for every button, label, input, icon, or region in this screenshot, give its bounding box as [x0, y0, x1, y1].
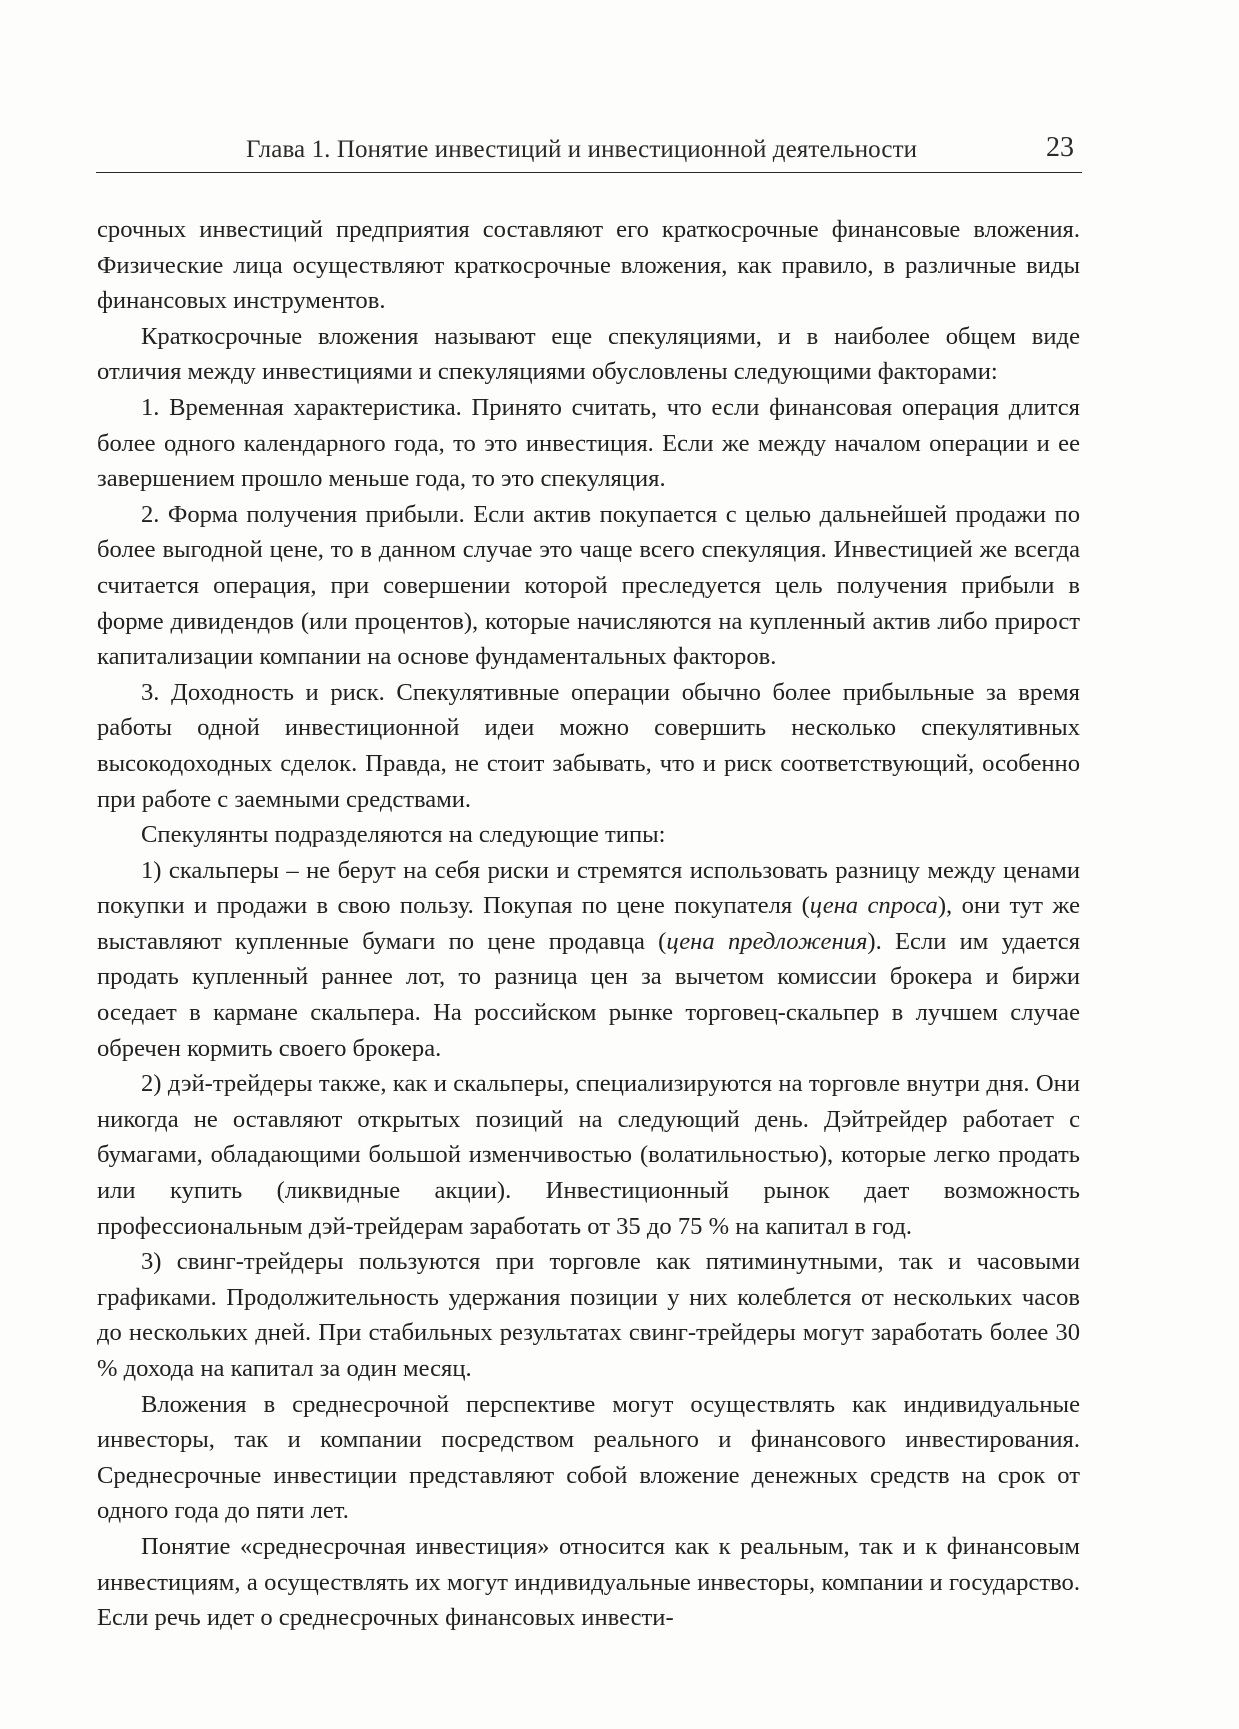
running-header	[96, 132, 1082, 173]
scalpers-text-1: 1) скальперы – не берут на себя риски и стремятся использовать разницу между ценами покупки и продажи в свою пользу. Покупая по цене покупателя (	[97, 856, 1080, 920]
page-number: 23	[1046, 132, 1074, 163]
scalpers-text-2: ), они тут же выставляют купленные бумаги по цене продавца (	[97, 892, 1080, 955]
scalpers-text-3: ). Если им удается продать купленный раннее лот, то разница цен за вычетом комиссии брокера и биржи оседает в кармане скальпера. На российском рынке торговец-скальпер в лучшем случае обречен кормить своего брокера.	[97, 927, 1081, 1062]
term-bid-price: цена спроса	[809, 892, 938, 920]
paragraph-speculator-types: Спекулянты подразделяются на следующие типы:	[141, 821, 666, 849]
paragraph-swing-traders: 3) свинг-трейдеры пользуются при торговле как пятиминутными, так и часовыми графиками. Продолжительность удержания позиции у них колеблется от нескольких часов до нескольких дней. При стабильных результатах свинг-трейдеры могут заработать более 30 % дохода на капитал за один месяц.	[97, 1248, 1080, 1382]
paragraph-medium-term: Вложения в среднесрочной перспективе могут осуществлять как индивидуальные инвесторы, так и компании посредством реального и финансового инвестирования. Среднесрочные инвестиции представляют собой вложение денежных средств на срок от одного года до пяти лет.	[97, 1390, 1080, 1525]
chapter-title: Глава 1. Понятие инвестиций и инвестиционной деятельности	[246, 136, 918, 163]
paragraph-medium-term-concept: Понятие «среднесрочная инвестиция» относится как к реальным, так и к финансовым инвестициям, а осуществлять их могут индивидуальные инвесторы, компании и государство. Если речь идет о среднесрочных финансовых инвести-	[97, 1532, 1080, 1632]
paragraph-scalpers	[97, 853, 1080, 1067]
paragraph-day-traders: 2) дэй-трейдеры также, как и скальперы, специализируются на торговле внутри дня. Они никогда не оставляют открытых позиций на следующий день. Дэйтрейдер работает с бумагами, обладающими большой изменчивостью (волатильностью), которые легко продать или купить (ликвидные акции). Инвестиционный рынок дает возможность профессиональным дэй-трейдерам заработать от 35 до 75 % на капитал в год.	[97, 1070, 1080, 1240]
paragraph-factor-profit: 2. Форма получения прибыли. Если актив покупается с целью дальнейшей продажи по более выгодной цене, то в данном случае это чаще всего спекуляция. Инвестицией же всегда считается операция, при совершении которой преследуется цель получения прибыли в форме дивидендов (или процентов), которые начисляются на купленный актив либо прирост капитализации компании на основе фундаментальных факторов.	[97, 500, 1080, 671]
body-text	[97, 212, 1080, 1636]
paragraph-continuation: срочных инвестиций предприятия составляют его краткосрочные финансовые вложения. Физические лица осуществляют краткосрочные вложения, как правило, в различные виды финансовых инструментов.	[97, 216, 1080, 315]
paragraph-factor-risk: 3. Доходность и риск. Спекулятивные операции обычно более прибыльные за время работы одной инвестиционной идеи можно совершить несколько спекулятивных высокодоходных сделок. Правда, не стоит забывать, что и риск соответствующий, особенно при работе с заемными средствами.	[97, 678, 1080, 813]
term-ask-price: цена предложения	[666, 927, 868, 955]
paragraph-speculation-intro: Краткосрочные вложения называют еще спекуляциями, и в наиболее общем виде отличия между инвестициями и спекуляциями обусловлены следующими факторами:	[97, 322, 1080, 386]
paragraph-factor-time: 1. Временная характеристика. Принято считать, что если финансовая операция длится более одного календарного года, то это инвестиция. Если же между началом операции и ее завершением прошло меньше года, то это спекуляция.	[97, 393, 1080, 493]
